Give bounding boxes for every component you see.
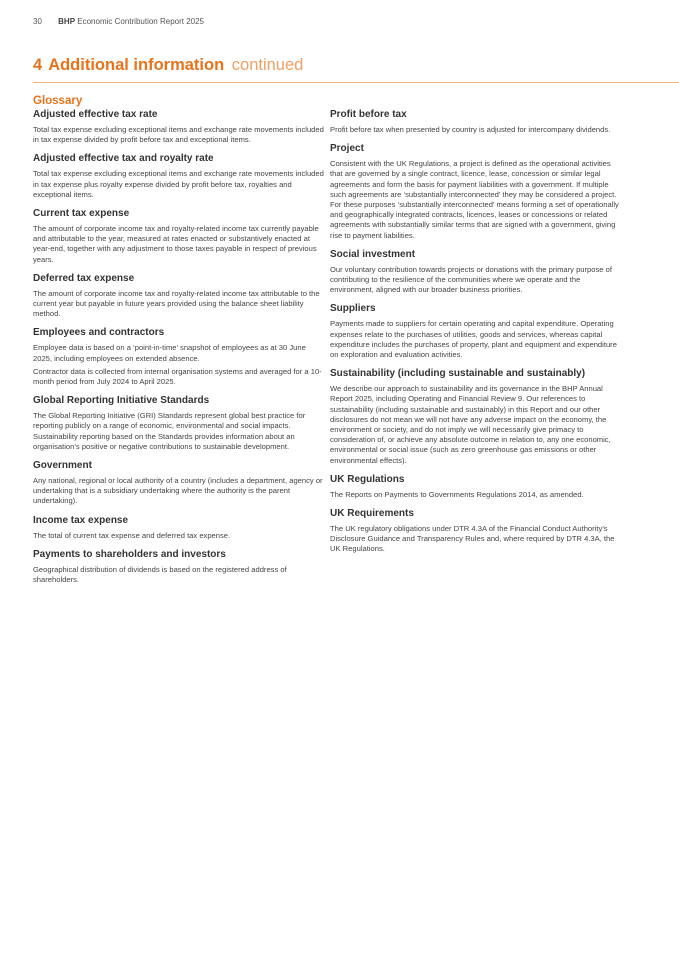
glossary-term: Employees and contractors — [33, 327, 165, 339]
glossary-definition: Any national, regional or local authority of a country (includes a department, agency or undertaking that is a subsidiary undertaking where the authority is the parent undertaking). — [33, 476, 323, 506]
glossary-definition: We describe our approach to sustainability and its governance in the BHP Annual Report 2025, including Operating and Financial Review 9. Our references to sustainability (including sustainable and sustainably) in this Report and our other disclosures do not mean we will not have any adverse impact on the economy, the environment or society, and do not imply we will necessarily give primacy to consideration of, or achieve any absolute outcome in relation to, any one economic, environmental or social issue (such as zero greenhouse gas emissions or other environmental effects). — [330, 384, 611, 465]
glossary-term: Deferred tax expense — [33, 272, 135, 284]
page-number: 30 — [33, 17, 42, 26]
glossary-entry — [33, 273, 325, 320]
glossary-heading: Glossary — [33, 95, 83, 107]
glossary-definition: Our voluntary contribution towards projects or donations with the primary purpose of contributing to the resilience of the communities where we operate and the environment, aligned with our broader business priorities. — [330, 264, 612, 295]
glossary-entry — [330, 143, 622, 241]
glossary-definition: Payments made to suppliers for certain operating and capital expenditure. Operating expenses relate to the purchases of utilities, goods and services, whereas capital expenditure includes the purchases of property, plant and equipment and expenditure on exploration and evaluation activities. — [330, 319, 617, 360]
section-title — [33, 56, 303, 75]
glossary-term: Government — [33, 460, 92, 472]
glossary-definition: Contractor data is collected from internal organisation systems and averaged for a 10-month period from July 2024 to April 2025. — [33, 366, 322, 387]
glossary-left-column — [33, 109, 325, 593]
section-divider — [33, 82, 679, 83]
glossary-definition: The amount of corporate income tax and royalty-related income tax attributable to the current year but payable in future years provided using the balance sheet liability method. — [33, 288, 320, 319]
glossary-entry — [330, 368, 622, 466]
glossary-definition: Total tax expense excluding exceptional items and exchange rate movements included in tax expense divided by profit before tax and exceptional items. — [33, 125, 324, 145]
glossary-term: UK Regulations — [330, 473, 405, 485]
glossary-term: Payments to shareholders and investors — [33, 548, 226, 560]
glossary-term: Global Reporting Initiative Standards — [33, 395, 210, 407]
glossary-definition: Employee data is based on a ‘point-in-time’ snapshot of employees as at 30 June 2025, including employees on extended absence. — [33, 343, 306, 363]
glossary-entry — [33, 327, 325, 387]
glossary-entry — [33, 515, 325, 541]
glossary-definition: Geographical distribution of dividends is based on the registered address of shareholders. — [33, 564, 287, 585]
glossary-entry — [330, 303, 622, 360]
glossary-term: UK Requirements — [330, 508, 414, 520]
glossary-term: Suppliers — [330, 303, 376, 315]
glossary-definition: The Global Reporting Initiative (GRI) Standards represent global best practice for reporting publicly on a range of economic, environmental and social impacts. Sustainability reporting based on the Standards provides information about an organisation’s positive or negative contributions to sustainable development. — [33, 411, 306, 451]
glossary-term: Income tax expense — [33, 514, 129, 526]
glossary-term: Project — [330, 143, 364, 155]
glossary-term: Current tax expense — [33, 208, 130, 220]
glossary-term: Profit before tax — [330, 109, 407, 120]
glossary-term: Sustainability (including sustainable and sustainably) — [330, 368, 586, 380]
report-title: Economic Contribution Report 2025 — [77, 17, 205, 26]
section-title-text: Additional information — [48, 56, 225, 74]
glossary-entry — [33, 460, 325, 507]
glossary-definition: Consistent with the UK Regulations, a project is defined as the operational activities that are governed by a single contract, licence, lease, concession or similar legal agreements and form the basis for payment liabilities with a government. If multiple such agreements are ‘substantially interconnected’ they may be considered a project. For these purposes ‘substantially interconnected’ means forming a set of operationally and geographically integrated contracts, licences, leases or concessions or related agreements with substantially similar terms that are signed with a government, giving rise to payment liabilities. — [330, 159, 619, 240]
section-number: 4 — [33, 56, 43, 74]
glossary-term: Adjusted effective tax rate — [33, 109, 158, 120]
glossary-entry — [330, 249, 622, 296]
glossary-entry — [33, 153, 325, 200]
glossary-definition: Total tax expense excluding exceptional items and exchange rate movements included in tax expense plus royalty expense divided by profit before tax, royalties and exceptional items. — [33, 169, 324, 199]
glossary-entry — [33, 208, 325, 265]
continued-label: continued — [231, 56, 304, 74]
glossary-definition: The UK regulatory obligations under DTR 4.3A of the Financial Conduct Authority’s Disclosure Guidance and Transparency Rules and, where required by DTR 4.3A, the UK Regulations. — [330, 524, 615, 554]
glossary-entry — [33, 549, 325, 585]
brand-name: BHP — [58, 17, 76, 26]
glossary-entry — [33, 395, 325, 452]
glossary-definition: Profit before tax when presented by country is adjusted for intercompany dividends. — [330, 125, 611, 134]
glossary-definition: The total of current tax expense and deferred tax expense. — [33, 530, 231, 540]
glossary-term: Adjusted effective tax and royalty rate — [33, 153, 214, 165]
glossary-term: Social investment — [330, 248, 416, 260]
glossary-entry — [33, 109, 325, 145]
glossary-entry — [330, 508, 622, 555]
glossary-definition: The Reports on Payments to Governments Regulations 2014, as amended. — [330, 489, 584, 499]
page-header — [33, 17, 204, 26]
glossary-right-column — [330, 109, 622, 563]
glossary-entry — [330, 109, 622, 135]
glossary-entry — [330, 474, 622, 500]
glossary-definition: The amount of corporate income tax and royalty-related income tax currently payable and attributable to the year, measured at rates enacted or substantively enacted at year-end, together with any adjustment to those taxes payable in respect of previous years. — [33, 224, 319, 264]
